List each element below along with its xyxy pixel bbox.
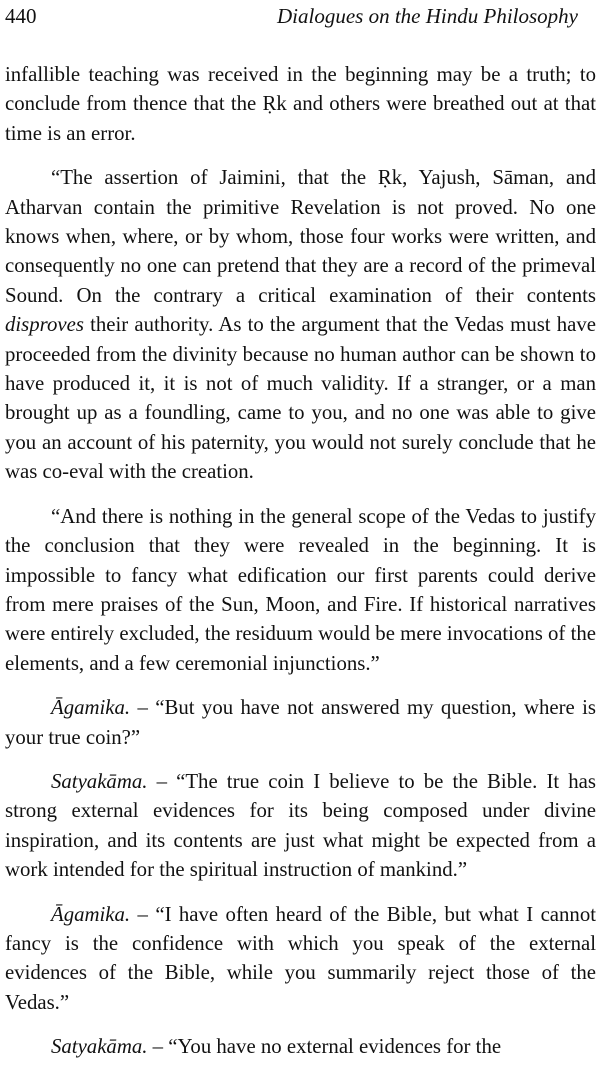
speaker-name: Satyakāma.	[51, 1035, 148, 1059]
dialogue-agamika-2	[5, 900, 596, 1018]
dialogue-text: – “You have no external evidences for the	[147, 1035, 502, 1059]
paragraph-text: their authority. As to the argument that the Vedas must have proceeded from the divinity because no human author can be shown to have produced it, it is not of much validity. If a stranger, or a man brought up as a foundling, came to you, and no one was able to give you an account of his paternity, you would not surely conclude that he was co-eval with the creation.	[5, 313, 596, 484]
emphasis-text: disproves	[5, 313, 84, 337]
paragraph-continuation	[5, 60, 596, 148]
dialogue-satyakama-1	[5, 767, 596, 885]
dialogue-text: – “But you have not answered my question, where is your true coin?”	[5, 696, 596, 749]
page-header	[0, 0, 600, 40]
paragraph-text: “And there is nothing in the general scope of the Vedas to justify the conclusion that they were revealed in the beginning. It is impossible to fancy what edification our first parents could derive from mere praises of the Sun, Moon, and Fire. If historical narratives were entirely excluded, the residuum would be mere invocations of the elements, and a few ceremonial injunctions.”	[5, 504, 596, 675]
paragraph-text: “The assertion of Jaimini, that the Ṛk, Yajush, Sāman, and Atharvan contain the primitive Revelation is not proved. No one knows when, where, or by whom, those four works were written, and consequently no one can pretend that they are a record of the primeval Sound. On the contrary a critical examination of their contents	[5, 166, 596, 307]
dialogue-text: – “The true coin I believe to be the Bible. It has strong external evidences for its being composed under divine inspiration, and its contents are just what might be expected from a work intended for the spiritual instruction of mankind.”	[5, 769, 596, 882]
paragraph-jaimini-assertion	[5, 163, 596, 486]
page-number: 440	[5, 4, 37, 28]
paragraph-text: infallible teaching was received in the beginning may be a truth; to conclude from thence that the Ṛk and others were breathed out at that time is an error.	[5, 63, 596, 145]
speaker-name: Āgamika.	[51, 902, 131, 926]
running-title: Dialogues on the Hindu Philosophy	[277, 4, 578, 28]
dialogue-agamika-1	[5, 693, 596, 752]
speaker-name: Satyakāma.	[51, 769, 148, 793]
body-text	[5, 60, 596, 1062]
paragraph-vedas-scope	[5, 502, 596, 678]
dialogue-satyakama-2	[5, 1032, 596, 1061]
speaker-name: Āgamika.	[51, 696, 131, 720]
dialogue-text: – “I have often heard of the Bible, but what I cannot fancy is the confidence with which you speak of the external evidences of the Bible, while you summarily reject those of the Vedas.”	[5, 902, 596, 1014]
